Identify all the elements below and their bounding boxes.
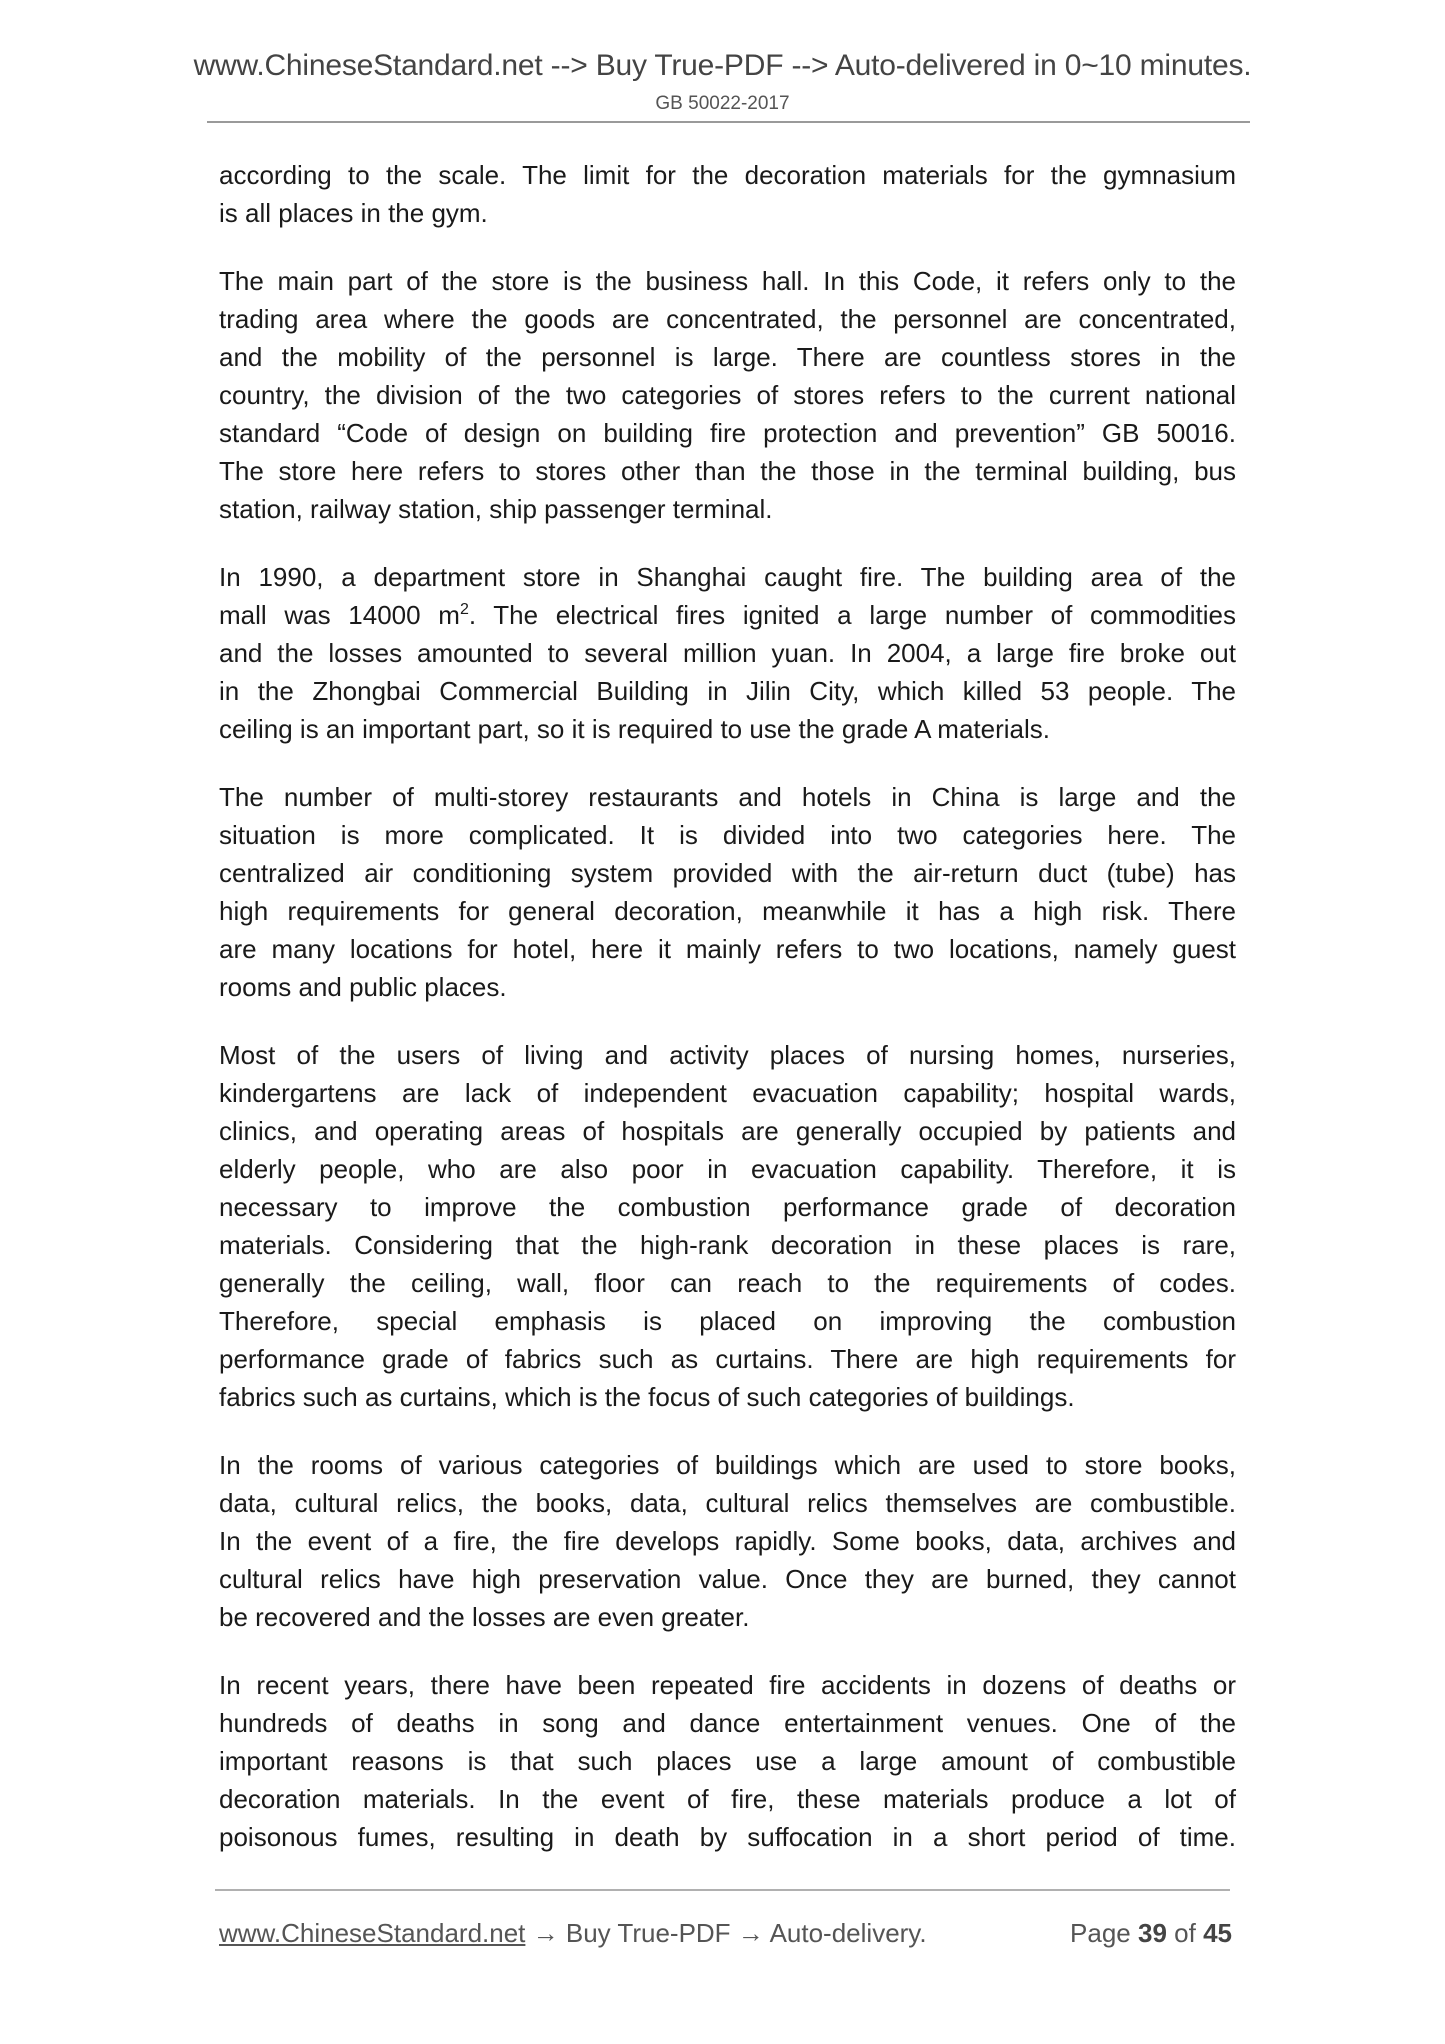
paragraph: [219, 262, 1236, 528]
document-body: [219, 156, 1236, 1886]
text-line: in the Zhongbai Commercial Building in Jilin City, which killed 53 people. The: [219, 676, 1236, 706]
text-line: cultural relics have high preservation value. Once they are burned, they cannot: [219, 1564, 1236, 1594]
text-line: centralized air conditioning system provided with the air-return duct (tube) has: [219, 858, 1236, 888]
text-line: In 1990, a department store in Shanghai caught fire. The building area of the: [219, 562, 1236, 592]
page-current: 39: [1138, 1918, 1167, 1948]
text-line: The main part of the store is the business hall. In this Code, it refers only to the: [219, 266, 1236, 296]
paragraph: [219, 778, 1236, 1006]
footer-promo: [219, 1918, 927, 1949]
paragraph: [219, 1036, 1236, 1416]
text-line: necessary to improve the combustion performance grade of decoration: [219, 1192, 1236, 1222]
text-segment: . The electrical fires ignited a large number of commodities: [468, 600, 1236, 630]
text-line: and the mobility of the personnel is large. There are countless stores in the: [219, 342, 1236, 372]
text-line: kindergartens are lack of independent evacuation capability; hospital wards,: [219, 1078, 1236, 1108]
text-line: data, cultural relics, the books, data, cultural relics themselves are combustible.: [219, 1488, 1236, 1518]
text-line: fabrics such as curtains, which is the focus of such categories of buildings.: [219, 1382, 1075, 1412]
text-line: Most of the users of living and activity places of nursing homes, nurseries,: [219, 1040, 1236, 1070]
text-line: standard “Code of design on building fire protection and prevention” GB 50016.: [219, 418, 1236, 448]
text-line: materials. Considering that the high-rank decoration in these places is rare,: [219, 1230, 1236, 1260]
text-line: The store here refers to stores other than the those in the terminal building, bus: [219, 456, 1236, 486]
text-line: and the losses amounted to several million yuan. In 2004, a large fire broke out: [219, 638, 1236, 668]
page-of-label: of: [1174, 1918, 1196, 1948]
text-line: hundreds of deaths in song and dance entertainment venues. One of the: [219, 1708, 1236, 1738]
text-line: generally the ceiling, wall, floor can reach to the requirements of codes.: [219, 1268, 1236, 1298]
text-line: The number of multi-storey restaurants and hotels in China is large and the: [219, 782, 1236, 812]
text-line: are many locations for hotel, here it mainly refers to two locations, namely guest: [219, 934, 1236, 964]
text-line: according to the scale. The limit for the decoration materials for the gymnasium: [219, 160, 1236, 190]
text-line: poisonous fumes, resulting in death by suffocation in a short period of time.: [219, 1822, 1236, 1852]
text-line: high requirements for general decoration, meanwhile it has a high risk. There: [219, 896, 1236, 926]
text-segment: mall was 14000 m: [219, 600, 460, 630]
text-line: station, railway station, ship passenger terminal.: [219, 494, 773, 524]
text-line: elderly people, who are also poor in evacuation capability. Therefore, it is: [219, 1154, 1236, 1184]
paragraph: [219, 558, 1236, 748]
footer-site-link[interactable]: www.ChineseStandard.net: [219, 1918, 526, 1948]
text-line: country, the division of the two categories of stores refers to the current national: [219, 380, 1236, 410]
text-line: clinics, and operating areas of hospitals are generally occupied by patients and: [219, 1116, 1236, 1146]
paragraph: [219, 1666, 1236, 1856]
text-line: In recent years, there have been repeated fire accidents in dozens of deaths or: [219, 1670, 1236, 1700]
paragraph: [219, 156, 1236, 232]
footer-divider: [215, 1889, 1230, 1891]
header-divider: [207, 121, 1250, 123]
text-line: is all places in the gym.: [219, 198, 488, 228]
text-line: ceiling is an important part, so it is required to use the grade A materials.: [219, 714, 1050, 744]
paragraph: [219, 1446, 1236, 1636]
text-line: be recovered and the losses are even greater.: [219, 1602, 750, 1632]
text-line: performance grade of fabrics such as curtains. There are high requirements for: [219, 1344, 1236, 1374]
document-code: GB 50022-2017: [655, 93, 790, 114]
text-line: In the rooms of various categories of buildings which are used to store books,: [219, 1450, 1236, 1480]
page-label: Page: [1070, 1918, 1131, 1948]
text-line: important reasons is that such places use a large amount of combustible: [219, 1746, 1236, 1776]
page-indicator: [1070, 1918, 1232, 1949]
text-line: [219, 596, 1236, 634]
text-line: situation is more complicated. It is divided into two categories here. The: [219, 820, 1236, 850]
footer-promo-text: → Buy True-PDF → Auto-delivery.: [525, 1918, 927, 1948]
page-total: 45: [1203, 1918, 1232, 1948]
header-banner: www.ChineseStandard.net --> Buy True-PDF --> Auto-delivered in 0~10 minutes.: [193, 49, 1252, 82]
text-line: decoration materials. In the event of fire, these materials produce a lot of: [219, 1784, 1236, 1814]
superscript: 2: [459, 601, 469, 618]
text-line: In the event of a fire, the fire develops rapidly. Some books, data, archives and: [219, 1526, 1236, 1556]
text-line: Therefore, special emphasis is placed on improving the combustion: [219, 1306, 1236, 1336]
text-line: rooms and public places.: [219, 972, 507, 1002]
text-line: trading area where the goods are concentrated, the personnel are concentrated,: [219, 304, 1236, 334]
